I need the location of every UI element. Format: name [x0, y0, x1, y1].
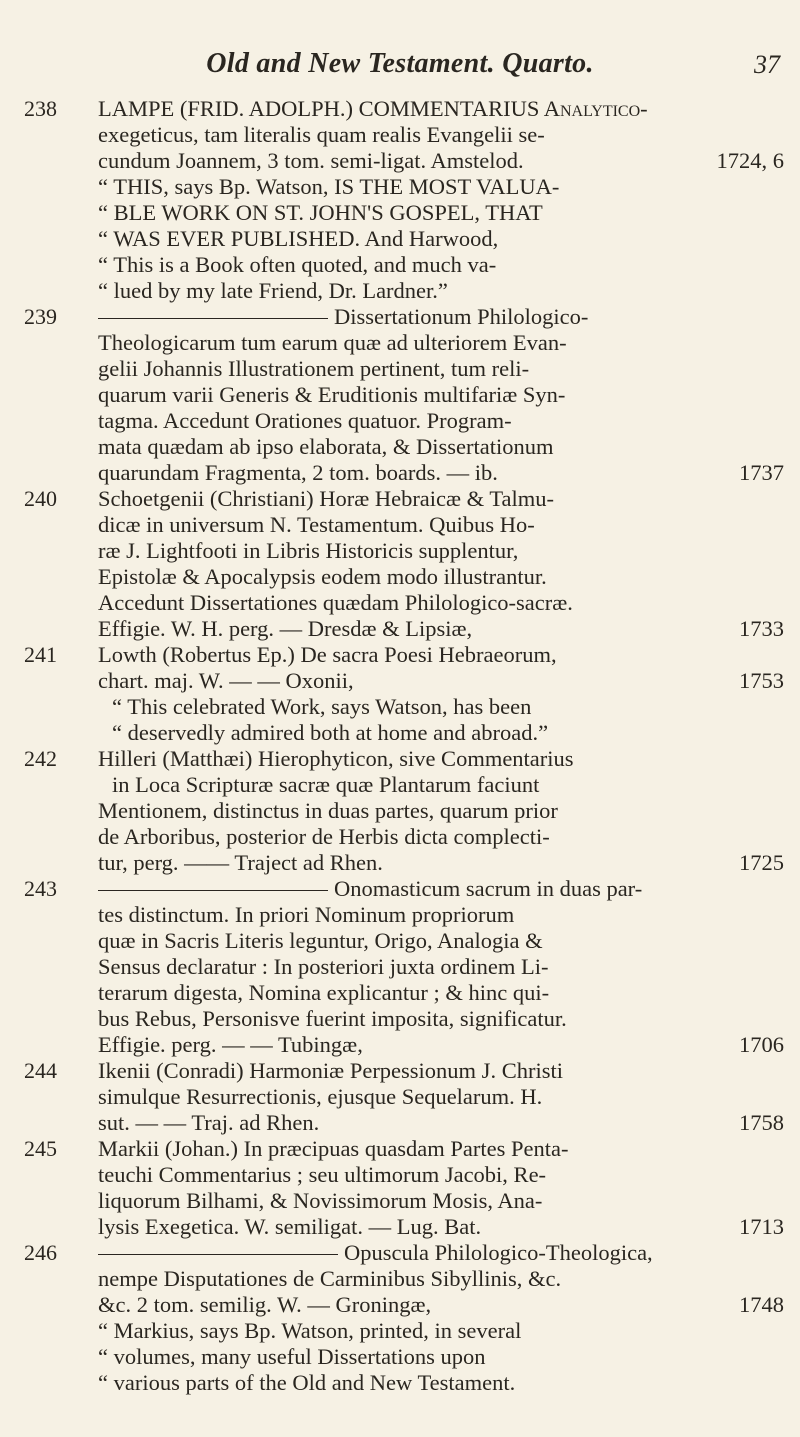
entry-line — [0, 252, 800, 278]
entry-year: 1725 — [739, 850, 784, 875]
entry-year: 1758 — [739, 1110, 784, 1135]
running-title: Old and New Testament. Quarto. — [206, 48, 594, 79]
entry-line — [0, 1318, 800, 1344]
entry-line — [0, 564, 800, 590]
entry-text: in Loca Scripturæ sacræ quæ Plantarum faciunt — [112, 772, 540, 797]
entry-text: lysis Exegetica. W. semiligat. — Lug. Bat. — [98, 1214, 482, 1239]
entry-number: 242 — [24, 746, 57, 771]
entry-year: 1733 — [739, 616, 784, 641]
entry-text: tes distinctum. In priori Nominum propriorum — [98, 902, 515, 927]
entry-text: liquorum Bilhami, & Novissimorum Mosis, Ana- — [98, 1188, 543, 1213]
entry-number: 244 — [24, 1058, 57, 1083]
entry-text: teuchi Commentarius ; seu ultimorum Jacobi, Re- — [98, 1162, 547, 1187]
entry-text: dicæ in universum N. Testamentum. Quibus Ho- — [98, 512, 535, 537]
entry-line — [0, 1110, 800, 1136]
entry-line — [0, 772, 800, 798]
catalogue-entry — [0, 746, 800, 876]
entry-line — [0, 850, 800, 876]
entry-line — [0, 200, 800, 226]
entry-line — [0, 1032, 800, 1058]
entry-text: Accedunt Dissertationes quædam Philologico-sacræ. — [98, 590, 573, 615]
entry-line — [0, 1188, 800, 1214]
entry-line — [0, 382, 800, 408]
entry-line — [0, 174, 800, 200]
entry-text: Ikenii (Conradi) Harmoniæ Perpessionum J. Christi — [98, 1058, 563, 1083]
entry-line — [0, 876, 800, 902]
entry-text: “ This is a Book often quoted, and much va- — [98, 252, 497, 277]
entry-text: Schoetgenii (Christiani) Horæ Hebraicæ & Talmu- — [98, 486, 555, 511]
entry-text: “ THIS, says Bp. Watson, IS THE MOST VALUA- — [98, 174, 560, 199]
entry-line — [0, 798, 800, 824]
entry-text: quarum varii Generis & Eruditionis multifariæ Syn- — [98, 382, 566, 407]
entry-text: tur, perg. —— Traject ad Rhen. — [98, 850, 383, 875]
page-number: 37 — [754, 50, 780, 79]
entry-line — [0, 330, 800, 356]
entry-line — [0, 356, 800, 382]
entry-text: quæ in Sacris Literis leguntur, Origo, Analogia & — [98, 928, 543, 953]
entry-line — [0, 538, 800, 564]
entry-text: Mentionem, distinctus in duas partes, quarum prior — [98, 798, 558, 823]
entry-year: 1706 — [739, 1032, 784, 1057]
catalogue-entry — [0, 96, 800, 304]
entry-year: 1737 — [739, 460, 784, 485]
entry-text: “ WAS EVER PUBLISHED. And Harwood, — [98, 226, 499, 251]
entry-text: chart. maj. W. — — Oxonii, — [98, 668, 354, 693]
entry-text: “ This celebrated Work, says Watson, has been — [112, 694, 532, 719]
entry-line — [0, 902, 800, 928]
entry-line — [0, 486, 800, 512]
entry-line — [0, 1006, 800, 1032]
entry-line — [0, 928, 800, 954]
entry-line — [0, 1214, 800, 1240]
entry-text: simulque Resurrectionis, ejusque Sequelarum. H. — [98, 1084, 543, 1109]
entry-line — [0, 1240, 800, 1266]
entry-text: de Arboribus, posterior de Herbis dicta complecti- — [98, 824, 550, 849]
entry-text: “ Markius, says Bp. Watson, printed, in several — [98, 1318, 522, 1343]
entry-text: Effigie. W. H. perg. — Dresdæ & Lipsiæ, — [98, 616, 473, 641]
entry-text: tagma. Accedunt Orationes quatuor. Program- — [98, 408, 512, 433]
entry-line — [0, 434, 800, 460]
entry-line — [0, 408, 800, 434]
entry-text: quarundam Fragmenta, 2 tom. boards. — ib. — [98, 460, 498, 485]
entry-line — [0, 122, 800, 148]
entry-line — [0, 642, 800, 668]
entry-line — [0, 1084, 800, 1110]
catalogue-entry — [0, 1058, 800, 1136]
entry-line — [0, 278, 800, 304]
entry-line — [0, 1370, 800, 1396]
entry-year: 1748 — [739, 1292, 784, 1317]
entry-year: 1713 — [739, 1214, 784, 1239]
entry-line — [0, 226, 800, 252]
catalogue-entry — [0, 486, 800, 642]
ditto-rule — [98, 1254, 338, 1255]
catalogue-entry — [0, 642, 800, 746]
entry-line — [0, 720, 800, 746]
entry-number: 241 — [24, 642, 57, 667]
entry-line — [0, 1162, 800, 1188]
catalogue-entry — [0, 304, 800, 486]
entry-number: 240 — [24, 486, 57, 511]
ditto-rule — [98, 890, 328, 891]
entry-text: exegeticus, tam literalis quam realis Evangelii se- — [98, 122, 545, 147]
entry-text: Dissertationum Philologico- — [334, 304, 589, 329]
entry-line — [0, 694, 800, 720]
entry-text: &c. 2 tom. semilig. W. — Groningæ, — [98, 1292, 432, 1317]
entry-number: 245 — [24, 1136, 57, 1161]
entry-year: 1753 — [739, 668, 784, 693]
entry-line — [0, 304, 800, 330]
entry-text: gelii Johannis Illustrationem pertinent, tum reli- — [98, 356, 530, 381]
entry-text: “ volumes, many useful Dissertations upon — [98, 1344, 486, 1369]
entry-line — [0, 1266, 800, 1292]
entry-text: cundum Joannem, 3 tom. semi-ligat. Amstelod. — [98, 148, 524, 173]
entry-number: 243 — [24, 876, 57, 901]
catalogue-entry — [0, 1136, 800, 1240]
entry-text: sut. — — Traj. ad Rhen. — [98, 1110, 320, 1135]
entry-text: Markii (Johan.) In præcipuas quasdam Partes Penta- — [98, 1136, 569, 1161]
entry-text: terarum digesta, Nomina explicantur ; & hinc qui- — [98, 980, 550, 1005]
catalogue-entry — [0, 1240, 800, 1396]
entry-line — [0, 616, 800, 642]
entry-line — [0, 460, 800, 486]
entry-line — [0, 1344, 800, 1370]
entry-text: Hilleri (Matthæi) Hierophyticon, sive Commentarius — [98, 746, 574, 771]
entry-line — [0, 1292, 800, 1318]
entry-line — [0, 1136, 800, 1162]
entry-line — [0, 96, 800, 122]
entry-text: “ lued by my late Friend, Dr. Lardner.” — [98, 278, 448, 303]
page-header — [0, 48, 800, 88]
entry-text: Theologicarum tum earum quæ ad ulteriorem Evan- — [98, 330, 567, 355]
entry-text: LAMPE (FRID. ADOLPH.) COMMENTARIUS Analytico- — [98, 96, 648, 121]
entry-line — [0, 1058, 800, 1084]
entry-text: bus Rebus, Personisve fuerint imposita, significatur. — [98, 1006, 567, 1031]
entry-text: Sensus declaratur : In posteriori juxta ordinem Li- — [98, 954, 549, 979]
entry-line — [0, 668, 800, 694]
entry-line — [0, 746, 800, 772]
entry-text: ræ J. Lightfooti in Libris Historicis supplentur, — [98, 538, 519, 563]
ditto-rule — [98, 318, 328, 319]
entry-text: mata quædam ab ipso elaborata, & Dissertationum — [98, 434, 554, 459]
entry-line — [0, 824, 800, 850]
entry-text: nempe Disputationes de Carminibus Sibyllinis, &c. — [98, 1266, 562, 1291]
entry-line — [0, 954, 800, 980]
entry-text: “ deservedly admired both at home and abroad.” — [112, 720, 549, 745]
entry-number: 239 — [24, 304, 57, 329]
entry-text: Lowth (Robertus Ep.) De sacra Poesi Hebraeorum, — [98, 642, 557, 667]
entry-year: 1724, 6 — [716, 148, 784, 173]
entry-text: Effigie. perg. — — Tubingæ, — [98, 1032, 363, 1057]
entry-line — [0, 512, 800, 538]
catalogue-entry — [0, 876, 800, 1058]
entry-line — [0, 148, 800, 174]
entry-text: “ BLE WORK ON ST. JOHN'S GOSPEL, THAT — [98, 200, 543, 225]
entry-text: Epistolæ & Apocalypsis eodem modo illustrantur. — [98, 564, 547, 589]
entry-text: Opuscula Philologico-Theologica, — [344, 1240, 653, 1265]
entry-text: “ various parts of the Old and New Testament. — [98, 1370, 516, 1395]
entry-text: Onomasticum sacrum in duas par- — [334, 876, 643, 901]
entry-line — [0, 980, 800, 1006]
entry-line — [0, 590, 800, 616]
entry-number: 238 — [24, 96, 57, 121]
entry-list — [0, 96, 800, 1396]
entry-number: 246 — [24, 1240, 57, 1265]
